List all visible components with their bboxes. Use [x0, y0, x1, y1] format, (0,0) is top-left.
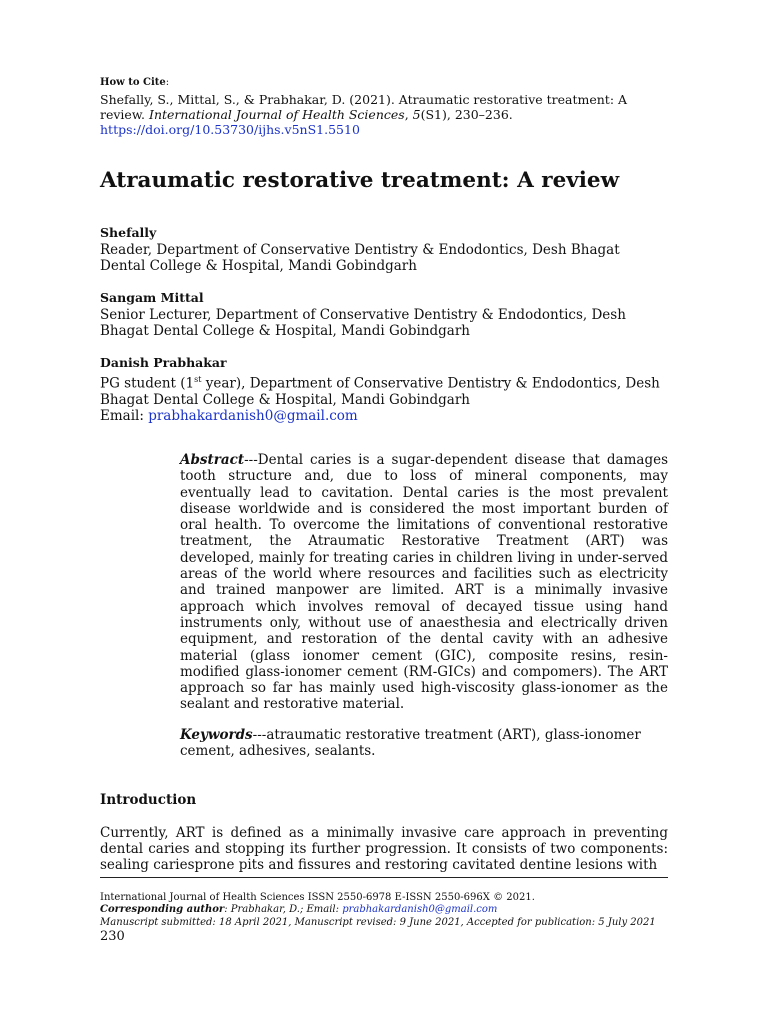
citation-authors-title: Shefally, S., Mittal, S., & Prabhakar, D. (2021). Atraumatic restorative treatment: A review. — [100, 92, 628, 122]
footer-email-link[interactable]: prabhakardanish0@gmail.com — [342, 904, 498, 915]
author-name: Sangam Mittal — [100, 290, 204, 305]
doi-link[interactable]: https://doi.org/10.53730/ijhs.v5nS1.5510 — [100, 122, 360, 137]
section-heading-introduction: Introduction — [100, 792, 197, 808]
footer-corresponding-author: Corresponding author: Prabhakar, D.; Email: prabhakardanish0@gmail.com — [100, 904, 498, 915]
citation-volume: 5 — [412, 107, 421, 122]
author-affiliation: PG student (1st year), Department of Conservative Dentistry & Endodontics, Desh Bhagat Dental College & Hospital, Mandi Gobindgarh Email: prabhakardanish0@gmail.com — [100, 375, 660, 424]
abstract-label: Abstract — [180, 452, 245, 468]
abstract-text: Dental caries is a sugar-dependent disease that damages tooth structure and, due to loss of mineral components, may eventually lead to cavitation. Dental caries is the most prevalent disease worldwide and is considered the most important burden of oral health. To overcome the limitations of conventional restorative treatment, the Atraumatic Restorative Treatment (ART) was developed, mainly for treating caries in children living in under-served areas of the world where resources and facilities such as electricity and trained manpower are limited. ART is a minimally invasive approach which involves removal of decayed tissue using hand instruments only, without use of anaesthesia and electrically driven equipment, and restoration of the dental cavity with an adhesive material (glass ionomer cement (GIC), composite resins, resin-modified glass-ionomer cement (RM-GICs) and compomers). The ART approach so far has mainly used high-viscosity glass-ionomer as the sealant and restorative material. — [180, 452, 668, 713]
citation-pages: (S1), 230–236. — [420, 107, 513, 122]
citation-text: Shefally, S., Mittal, S., & Prabhakar, D. (2021). Atraumatic restorative treatment: A review. International Journal of Health Sciences, 5(S1), 230–236. https://doi.org/10.53730/ijhs.v5nS1.5510 — [100, 92, 628, 137]
footer-journal-line: International Journal of Health Sciences ISSN 2550-6978 E-ISSN 2550-696X © 2021. — [100, 892, 535, 903]
introduction-text: Currently, ART is defined as a minimally invasive care approach in preventing dental caries and stopping its further progression. It consists of two components: sealing cariesprone pits and fissures and restoring cavitated dentine lesions with — [100, 825, 668, 874]
author-email-link[interactable]: prabhakardanish0@gmail.com — [148, 407, 358, 424]
citation-journal: International Journal of Health Sciences — [149, 107, 405, 122]
email-label: Email: — [100, 407, 149, 424]
author-affiliation: Senior Lecturer, Department of Conservative Dentistry & Endodontics, Desh Bhagat Dental College & Hospital, Mandi Gobindgarh — [100, 307, 626, 339]
page-number: 230 — [100, 929, 125, 944]
keywords: Keywords---atraumatic restorative treatment (ART), glass-ionomer cement, adhesives, sealants. — [180, 727, 641, 759]
article-title: Atraumatic restorative treatment: A review — [100, 168, 620, 193]
author-affiliation: Reader, Department of Conservative Dentistry & Endodontics, Desh Bhagat Dental College & Hospital, Mandi Gobindgarh — [100, 242, 620, 274]
footer-divider — [100, 877, 668, 878]
author-name: Shefally — [100, 225, 157, 240]
keywords-label: Keywords — [180, 727, 253, 743]
citation-heading: How to Cite: — [100, 77, 170, 88]
footer-dates: Manuscript submitted: 18 April 2021, Manuscript revised: 9 June 2021, Accepted for publication: 5 July 2021 — [100, 917, 656, 928]
keywords-text: atraumatic restorative treatment (ART), glass-ionomer cement, adhesives, sealants. — [180, 727, 641, 759]
author-name: Danish Prabhakar — [100, 355, 227, 370]
abstract: Abstract---Dental caries is a sugar-dependent disease that damages tooth structure and, due to loss of mineral components, may eventually lead to cavitation. Dental caries is the most prevalent disease worldwide and is considered the most important burden of oral health. To overcome the limitations of conventional restorative treatment, the Atraumatic Restorative Treatment (ART) was developed, mainly for treating caries in children living in under-served areas of the world where resources and facilities such as electricity and trained manpower are limited. ART is a minimally invasive approach which involves removal of decayed tissue using hand instruments only, without use of anaesthesia and electrically driven equipment, and restoration of the dental cavity with an adhesive material (glass ionomer cement (GIC), composite resins, resin-modified glass-ionomer cement (RM-GICs) and compomers). The ART approach so far has mainly used high-viscosity glass-ionomer as the sealant and restorative material. — [180, 452, 668, 713]
